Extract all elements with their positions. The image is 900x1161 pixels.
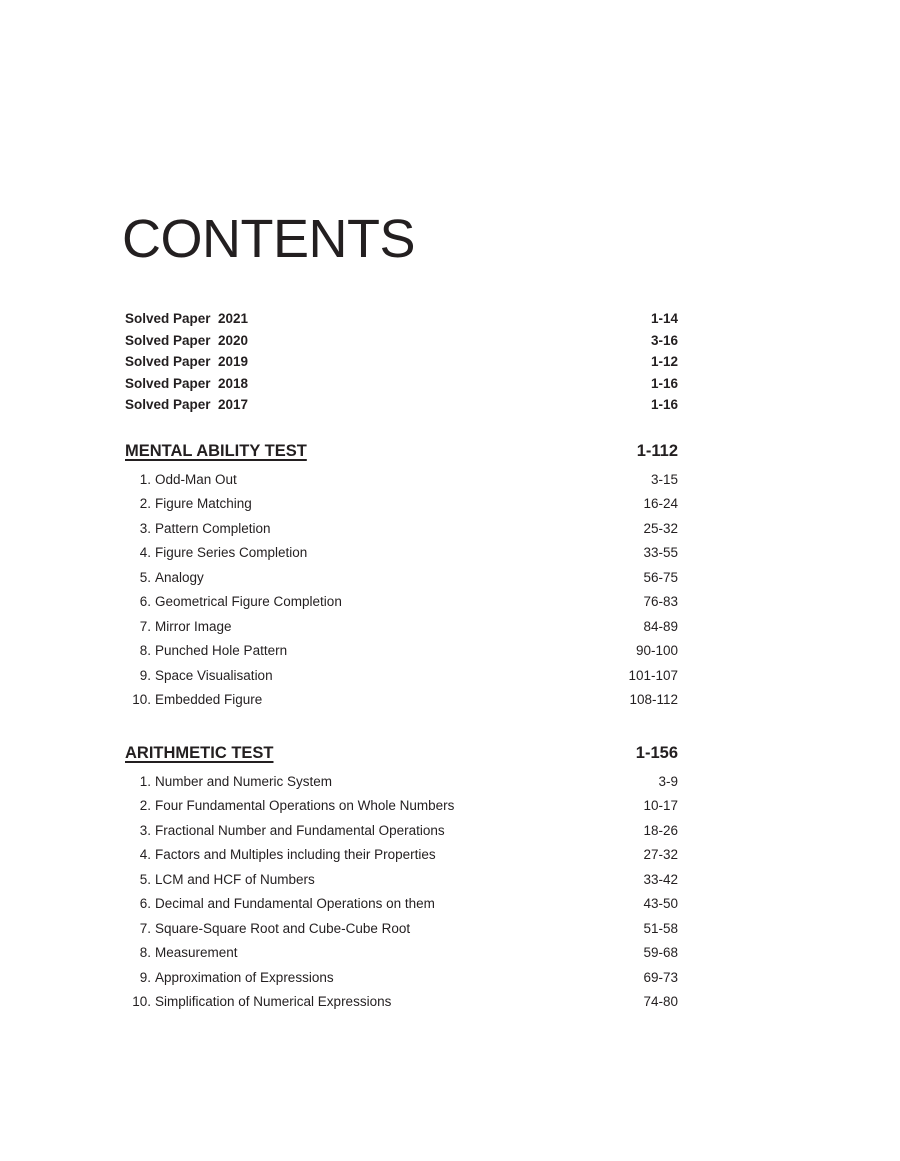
toc-item-number: 10. [132,691,151,707]
toc-item-label: Geometrical Figure Completion [155,594,342,610]
toc-item-label: Analogy [155,569,204,585]
section-header[interactable] [125,438,678,464]
toc-item[interactable] [125,615,678,639]
toc-item-number: 6. [139,594,151,610]
toc-item-label: Measurement [155,945,238,961]
toc-item-number: 10. [132,993,151,1009]
toc-entry-pages: 1-16 [650,375,678,391]
toc-item-number: 5. [139,569,151,585]
toc-item[interactable] [125,468,678,492]
toc-item-number: 4. [139,847,151,863]
toc-item-number: 8. [139,643,151,659]
toc-item-pages: 43-50 [643,896,678,912]
toc-item[interactable] [125,639,678,663]
toc-entry-pages: 1-14 [650,311,678,326]
toc-item-pages: 56-75 [643,569,678,585]
toc-entry-pages: 1-12 [650,354,678,370]
toc-item-pages: 27-32 [643,847,678,863]
toc-item-label: Factors and Multiples including their Properties [155,847,436,863]
toc-item-pages: 51-58 [643,920,678,936]
toc-item-pages: 3-15 [650,472,678,487]
toc-item-label: Mirror Image [155,618,232,634]
solved-papers-list [125,308,678,416]
toc-item[interactable] [125,688,678,712]
toc-item-number: 8. [139,945,151,961]
section-pages: 1-112 [636,442,678,460]
toc-item-number: 9. [139,969,151,985]
toc-entry-label: Solved Paper 2017 [125,397,249,413]
toc-item-pages: 69-73 [643,969,678,985]
toc-item-label: Punched Hole Pattern [155,643,288,659]
toc-item-number: 7. [139,618,151,634]
toc-item-pages: 18-26 [643,822,678,838]
toc-item-number: 2. [139,496,151,512]
page-title: CONTENTS [122,209,415,269]
toc-item-label: Space Visualisation [155,667,273,683]
toc-entry-label: Solved Paper 2020 [125,332,249,348]
toc-item-number: 3. [139,520,151,536]
toc-item-number: 1. [139,774,151,789]
toc-item-label: Pattern Completion [155,520,271,536]
toc-item[interactable] [125,917,678,941]
toc-item-number: 6. [139,896,151,912]
toc-entry-label: Solved Paper 2018 [125,375,249,391]
toc-item[interactable] [125,541,678,565]
toc-item-label: Odd-Man Out [155,472,237,487]
toc-item-number: 9. [139,667,151,683]
toc-entry-label: Solved Paper 2019 [125,354,249,370]
toc-item[interactable] [125,819,678,843]
toc-entry-pages: 1-16 [650,397,678,413]
toc-item[interactable] [125,517,678,541]
toc-item[interactable] [125,990,678,1014]
toc-item[interactable] [125,966,678,990]
toc-item-label: Number and Numeric System [155,774,333,789]
toc-item-number: 5. [139,871,151,887]
toc-item-pages: 101-107 [628,667,678,683]
toc-item-number: 3. [139,822,151,838]
section-header[interactable] [125,740,678,766]
toc-item-number: 7. [139,920,151,936]
toc-item-label: Four Fundamental Operations on Whole Numbers [155,798,455,814]
toc-item-pages: 25-32 [643,520,678,536]
toc-item[interactable] [125,794,678,818]
toc-item-pages: 10-17 [643,798,678,814]
toc-item-number: 1. [139,472,151,487]
toc-item-number: 4. [139,545,151,561]
toc-item-number: 2. [139,798,151,814]
toc-item[interactable] [125,590,678,614]
toc-item-pages: 90-100 [635,643,678,659]
toc-item-pages: 16-24 [643,496,678,512]
toc-item-pages: 108-112 [629,691,678,707]
toc-entry-label: Solved Paper 2021 [125,311,249,326]
toc-item-label: Fractional Number and Fundamental Operations [155,822,445,838]
toc-item-pages: 3-9 [658,774,678,789]
toc-item-label: LCM and HCF of Numbers [155,871,315,887]
section-title: MENTAL ABILITY TEST [125,442,307,460]
toc-item-pages: 33-55 [643,545,678,561]
toc-item[interactable] [125,868,678,892]
toc-item-label: Decimal and Fundamental Operations on them [155,896,435,912]
toc-item[interactable] [125,892,678,916]
toc-item-label: Figure Matching [155,496,252,512]
toc-entry-solved-paper-2017[interactable] [125,394,678,416]
toc-item-label: Figure Series Completion [155,545,308,561]
toc-item-label: Embedded Figure [155,691,263,707]
section-title: ARITHMETIC TEST [125,744,274,762]
toc-item-label: Approximation of Expressions [155,969,334,985]
toc-entry-solved-paper-2021[interactable] [125,308,678,330]
toc-item[interactable] [125,664,678,688]
toc-item-pages: 84-89 [643,618,678,634]
toc-entry-pages: 3-16 [650,332,678,348]
toc-item[interactable] [125,770,678,794]
toc-item-pages: 59-68 [643,945,678,961]
toc-item-pages: 33-42 [643,871,678,887]
section-pages: 1-156 [635,744,678,762]
toc-item[interactable] [125,492,678,516]
toc-entry-solved-paper-2018[interactable] [125,373,678,395]
toc-item-pages: 74-80 [643,993,678,1009]
toc-item[interactable] [125,843,678,867]
toc-entry-solved-paper-2020[interactable] [125,330,678,352]
toc-item-label: Square-Square Root and Cube-Cube Root [155,920,411,936]
section-mental-ability-test [125,438,678,712]
toc-item[interactable] [125,941,678,965]
toc-entry-solved-paper-2019[interactable] [125,351,678,373]
toc-item-label: Simplification of Numerical Expressions [155,993,392,1009]
section-arithmetic-test [125,740,678,1014]
toc-item-pages: 76-83 [643,594,678,610]
toc-item[interactable] [125,566,678,590]
